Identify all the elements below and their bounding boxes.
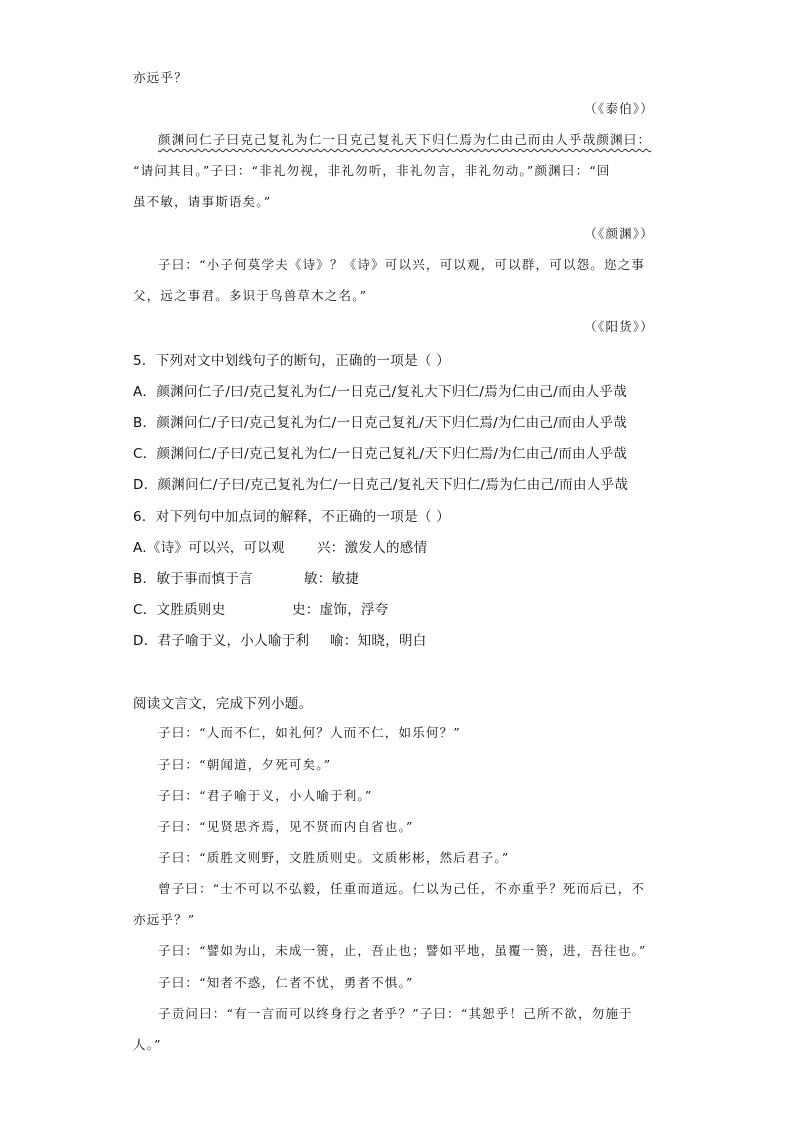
question-6-option-d: D．君子喻于义，小人喻于利: [133, 633, 310, 649]
question-6-gloss-d: 喻：知晓，明白: [330, 633, 427, 649]
passage-b-line: 子曰：“见贤思齐焉，见不贤而内自省也。”: [158, 819, 414, 834]
source-citation-1: （《泰伯》）: [584, 101, 654, 116]
question-6-gloss-c: 史：虚饰，浮夸: [292, 602, 389, 618]
question-5-option-d: D．颜渊问仁/子曰/克己复礼为仁/一日克己/复礼天下归仁/焉为仁由己/而由人乎哉: [133, 477, 629, 493]
question-5-stem: 5．下列对文中划线句子的断句，正确的一项是（ ）: [133, 353, 451, 369]
question-6-option-a: A.《诗》可以兴，可以观: [133, 540, 285, 556]
passage-b-line: 子曰：“人而不仁，如礼何？人而不仁，如乐何？”: [158, 725, 461, 740]
passage-a-line-1: 亦远乎？: [133, 70, 188, 85]
source-citation-2: （《颜渊》）: [584, 226, 654, 241]
passage-b-line: 亦远乎？”: [133, 912, 196, 927]
passage-b-line: 子曰：“质胜文则野，文胜质则史。文质彬彬，然后君子。”: [158, 850, 510, 865]
passage-a-line-6: 父，远之事君。多识于鸟兽草木之名。”: [133, 288, 368, 303]
question-5-option-b: B．颜渊问仁/子曰/克己复礼为仁/一日克己复礼/天下归仁焉/为仁由己/而由人乎哉: [133, 415, 628, 431]
passage-a-line-4: 虽不敏，请事斯语矣。”: [133, 194, 272, 209]
question-6-gloss-b: 敏：敏捷: [304, 571, 360, 587]
question-5-option-c: C．颜渊问仁/子曰/克己复礼为仁/一日克己复礼/天下归仁焉/为仁由己/而由人乎哉: [133, 446, 628, 462]
passage-b-line: 人。”: [133, 1037, 162, 1052]
question-6-gloss-a: 兴：激发人的感情: [317, 540, 428, 556]
reading-instruction: 阅读文言文，完成下列小题。: [133, 696, 313, 712]
passage-a-line-5: 子曰：“小子何莫学夫《诗》？《诗》可以兴，可以观，可以群，可以怨。迩之事: [158, 257, 646, 272]
question-5-option-a: A．颜渊问仁子/曰/克己复礼为仁/一日克己/复礼大下归仁/焉为仁由己/而由人乎哉: [133, 384, 628, 400]
passage-a-line-3: “请问其目。”子曰：“非礼勿视，非礼勿听，非礼勿言，非礼勿动。”颜渊曰：“回: [133, 163, 611, 178]
passage-b-line: 子曰：“朝闻道，夕死可矣。”: [158, 757, 332, 772]
passage-b-line: 子贡问曰：“有一言而可以终身行之者乎？”子曰：“其恕乎！己所不欲，勿施于: [158, 1006, 633, 1021]
passage-b-line: 子曰：“知者不惑，仁者不忧，勇者不惧。”: [158, 975, 414, 990]
question-6-option-c: C．文胜质则史: [133, 602, 226, 618]
passage-b-line: 子曰：“譬如为山，未成一篑，止，吾止也；譬如平地，虽覆一篑，进，吾往也。”: [158, 943, 647, 958]
underlined-sentence: 颜渊问仁子曰克己复礼为仁一日克己复礼天下归仁焉为仁由己而由人乎哉颜渊曰：: [158, 132, 652, 147]
question-6-option-b: B．敏于事而慎于言: [133, 571, 253, 587]
passage-b-line: 子曰：“君子喻于义，小人喻于利。”: [158, 788, 373, 803]
question-6-stem: 6．对下列句中加点词的解释，不正确的一项是（ ）: [133, 509, 451, 525]
passage-b-line: 曾子曰：“士不可以不弘毅，任重而道远。仁以为己任，不亦重乎？死而后已，不: [158, 881, 646, 896]
source-citation-3: （《阳货》）: [584, 319, 654, 334]
